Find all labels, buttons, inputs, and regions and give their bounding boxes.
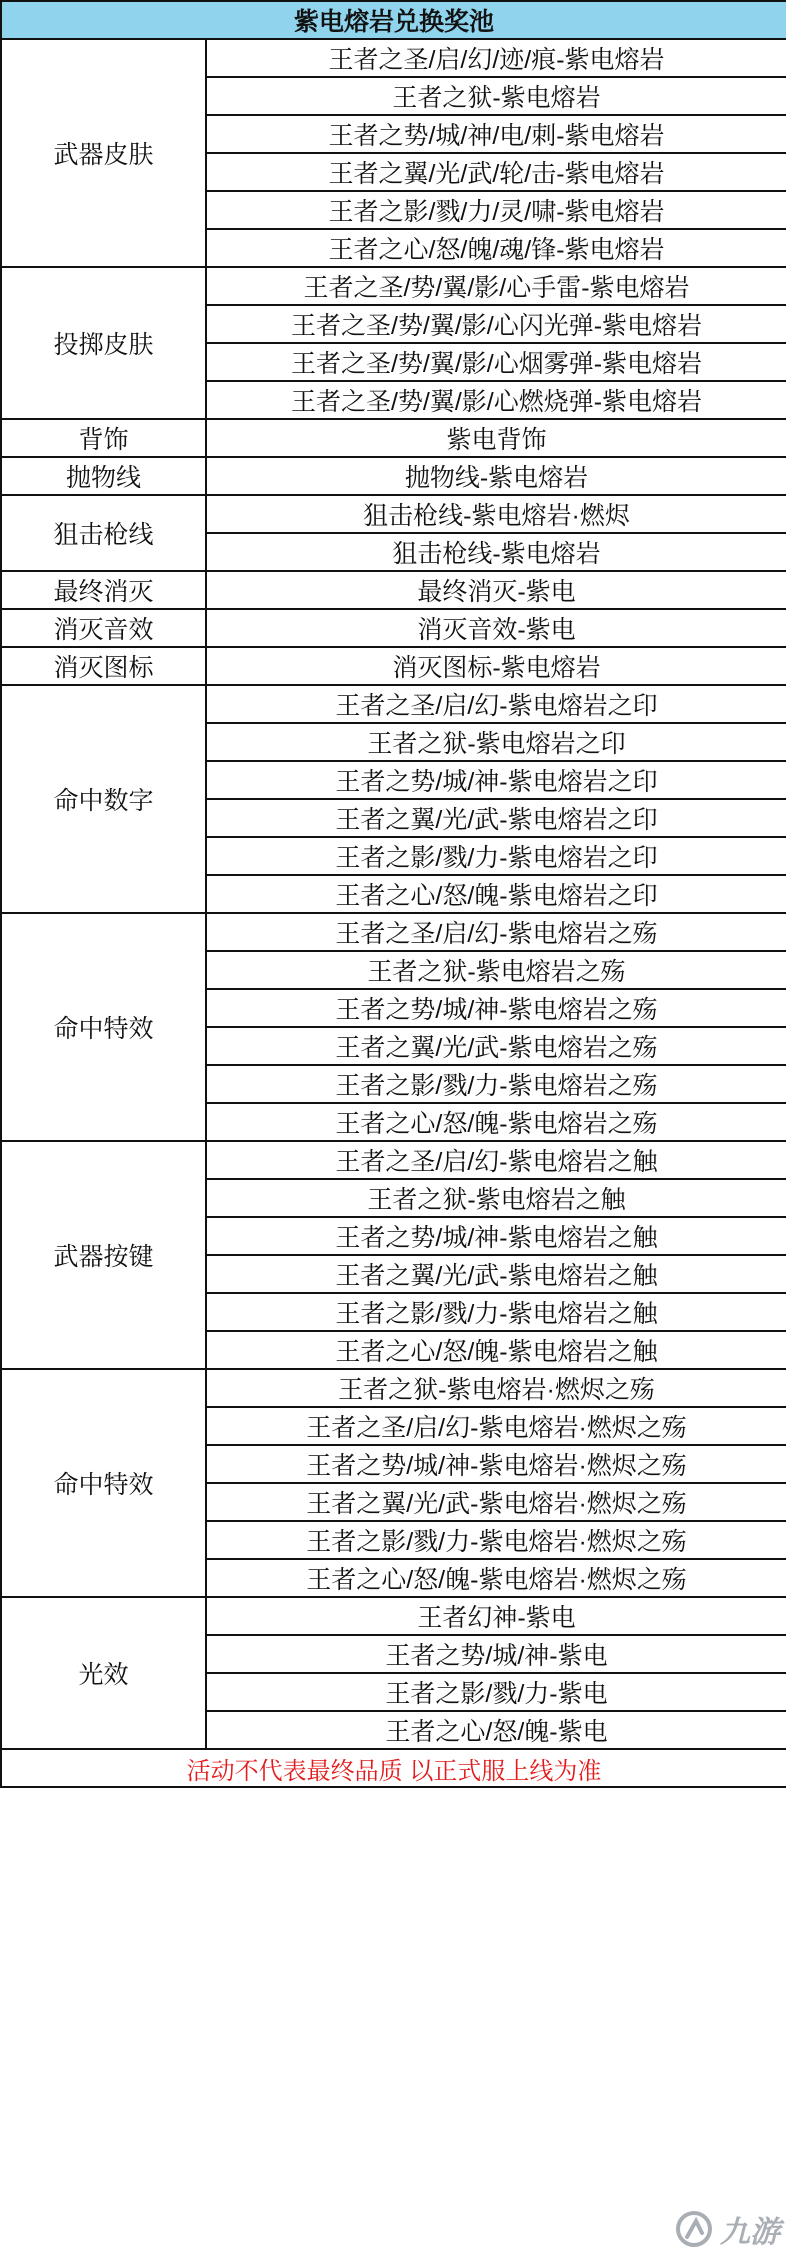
table-row xyxy=(1,1141,786,1179)
category-cell: 命中特效 xyxy=(1,913,206,1141)
item-cell: 王者之影/戮/力-紫电 xyxy=(206,1673,786,1711)
item-cell: 王者之影/戮/力-紫电熔岩之殇 xyxy=(206,1065,786,1103)
item-cell: 王者之圣/启/幻-紫电熔岩之印 xyxy=(206,685,786,723)
item-cell: 王者之势/城/神-紫电熔岩之殇 xyxy=(206,989,786,1027)
table-row xyxy=(1,457,786,495)
item-cell: 王者之狱-紫电熔岩 xyxy=(206,77,786,115)
category-cell: 消灭图标 xyxy=(1,647,206,685)
item-cell: 王者之翼/光/武-紫电熔岩之殇 xyxy=(206,1027,786,1065)
item-cell: 狙击枪线-紫电熔岩 xyxy=(206,533,786,571)
item-cell: 王者之圣/势/翼/影/心手雷-紫电熔岩 xyxy=(206,267,786,305)
item-cell: 王者之翼/光/武-紫电熔岩·燃烬之殇 xyxy=(206,1483,786,1521)
table-row xyxy=(1,267,786,305)
item-cell: 王者之势/城/神-紫电熔岩之触 xyxy=(206,1217,786,1255)
category-cell: 抛物线 xyxy=(1,457,206,495)
table-row xyxy=(1,647,786,685)
table-row xyxy=(1,685,786,723)
item-cell: 王者之圣/启/幻-紫电熔岩·燃烬之殇 xyxy=(206,1407,786,1445)
item-cell: 王者之影/戮/力-紫电熔岩·燃烬之殇 xyxy=(206,1521,786,1559)
table-row xyxy=(1,39,786,77)
category-cell: 消灭音效 xyxy=(1,609,206,647)
category-cell: 最终消灭 xyxy=(1,571,206,609)
table-row xyxy=(1,1597,786,1635)
item-cell: 王者之狱-紫电熔岩之印 xyxy=(206,723,786,761)
category-cell: 武器皮肤 xyxy=(1,39,206,267)
table-row xyxy=(1,913,786,951)
item-cell: 紫电背饰 xyxy=(206,419,786,457)
item-cell: 王者之狱-紫电熔岩之殇 xyxy=(206,951,786,989)
item-cell: 最终消灭-紫电 xyxy=(206,571,786,609)
item-cell: 王者之势/城/神-紫电熔岩·燃烬之殇 xyxy=(206,1445,786,1483)
item-cell: 王者之影/戮/力-紫电熔岩之印 xyxy=(206,837,786,875)
footer-notice: 活动不代表最终品质 以正式服上线为准 xyxy=(1,1749,786,1787)
item-cell: 王者之狱-紫电熔岩之触 xyxy=(206,1179,786,1217)
item-cell: 王者之翼/光/武-紫电熔岩之印 xyxy=(206,799,786,837)
category-cell: 狙击枪线 xyxy=(1,495,206,571)
category-cell: 背饰 xyxy=(1,419,206,457)
item-cell: 狙击枪线-紫电熔岩·燃烬 xyxy=(206,495,786,533)
item-cell: 王者幻神-紫电 xyxy=(206,1597,786,1635)
category-cell: 命中特效 xyxy=(1,1369,206,1597)
table-row xyxy=(1,571,786,609)
item-cell: 抛物线-紫电熔岩 xyxy=(206,457,786,495)
item-cell: 王者之圣/势/翼/影/心燃烧弹-紫电熔岩 xyxy=(206,381,786,419)
table-row xyxy=(1,495,786,533)
footer-row xyxy=(1,1749,786,1787)
category-cell: 命中数字 xyxy=(1,685,206,913)
table-row xyxy=(1,609,786,647)
item-cell: 王者之狱-紫电熔岩·燃烬之殇 xyxy=(206,1369,786,1407)
table-title: 紫电熔岩兑换奖池 xyxy=(1,1,786,39)
watermark-text: 九游 xyxy=(720,2216,780,2249)
item-cell: 消灭图标-紫电熔岩 xyxy=(206,647,786,685)
category-cell: 投掷皮肤 xyxy=(1,267,206,419)
item-cell: 消灭音效-紫电 xyxy=(206,609,786,647)
item-cell: 王者之翼/光/武-紫电熔岩之触 xyxy=(206,1255,786,1293)
table-row xyxy=(1,419,786,457)
category-cell: 光效 xyxy=(1,1597,206,1749)
item-cell: 王者之影/戮/力-紫电熔岩之触 xyxy=(206,1293,786,1331)
item-cell: 王者之势/城/神-紫电 xyxy=(206,1635,786,1673)
category-cell: 武器按键 xyxy=(1,1141,206,1369)
table-row xyxy=(1,1369,786,1407)
item-cell: 王者之心/怒/魄-紫电 xyxy=(206,1711,786,1749)
item-cell: 王者之圣/启/幻-紫电熔岩之殇 xyxy=(206,913,786,951)
table-header-row xyxy=(1,1,786,39)
item-cell: 王者之势/城/神/电/刺-紫电熔岩 xyxy=(206,115,786,153)
item-cell: 王者之圣/启/幻-紫电熔岩之触 xyxy=(206,1141,786,1179)
item-cell: 王者之圣/势/翼/影/心闪光弹-紫电熔岩 xyxy=(206,305,786,343)
item-cell: 王者之心/怒/魄-紫电熔岩之印 xyxy=(206,875,786,913)
item-cell: 王者之心/怒/魄-紫电熔岩·燃烬之殇 xyxy=(206,1559,786,1597)
nine-game-logo-icon xyxy=(674,2209,714,2249)
item-cell: 王者之心/怒/魄-紫电熔岩之殇 xyxy=(206,1103,786,1141)
item-cell: 王者之势/城/神-紫电熔岩之印 xyxy=(206,761,786,799)
item-cell: 王者之心/怒/魄-紫电熔岩之触 xyxy=(206,1331,786,1369)
item-cell: 王者之心/怒/魄/魂/锋-紫电熔岩 xyxy=(206,229,786,267)
watermark xyxy=(610,2206,780,2252)
item-cell: 王者之圣/启/幻/迹/痕-紫电熔岩 xyxy=(206,39,786,77)
item-cell: 王者之圣/势/翼/影/心烟雾弹-紫电熔岩 xyxy=(206,343,786,381)
item-cell: 王者之影/戮/力/灵/啸-紫电熔岩 xyxy=(206,191,786,229)
item-cell: 王者之翼/光/武/轮/击-紫电熔岩 xyxy=(206,153,786,191)
